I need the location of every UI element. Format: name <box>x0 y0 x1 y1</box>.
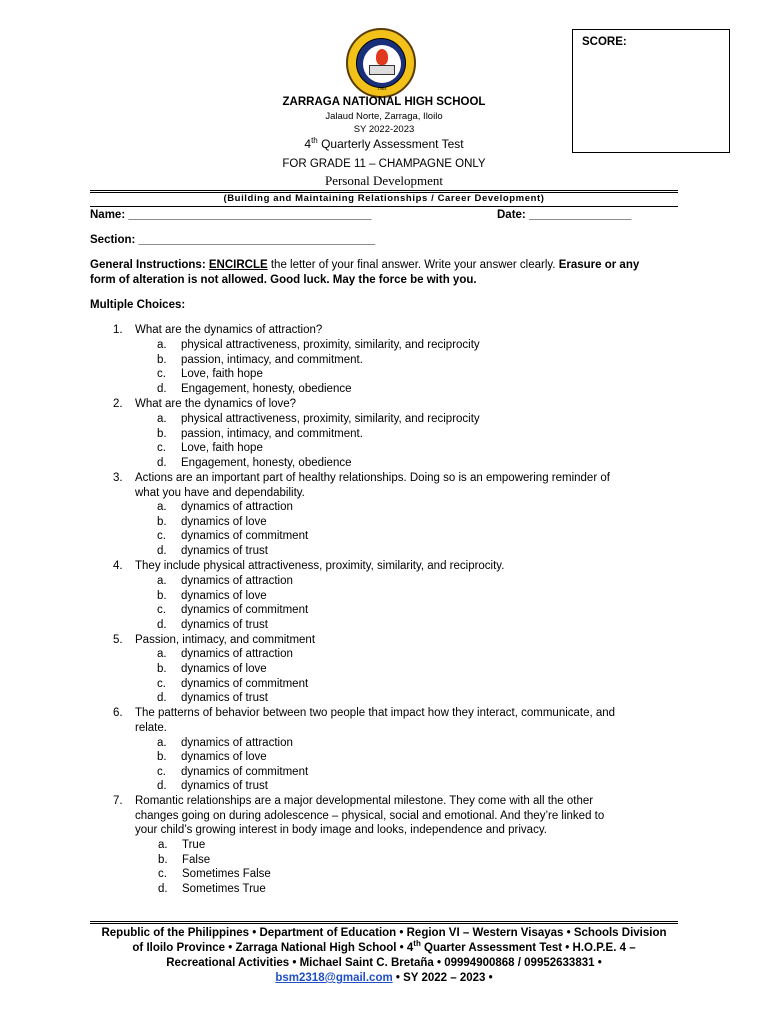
question-7: 7. Romantic relationships are a major developmental milestone. They come with all the other changes going on during adolescence – physical, social and emotional. And they’re linked to your child’s growing interest in body image and looks, independence and privacy. <box>113 795 605 837</box>
email-link[interactable]: bsm2318@gmail.com <box>275 972 393 984</box>
divider <box>90 190 678 191</box>
choice[interactable]: d. Sometimes True <box>158 883 266 895</box>
choice[interactable]: a. dynamics of attraction <box>157 575 293 587</box>
school-name: ZARRAGA NATIONAL HIGH SCHOOL <box>282 96 486 108</box>
test-title: 4th Quarterly Assessment Test <box>304 136 464 151</box>
date-field[interactable]: Date: ________________ <box>497 209 632 221</box>
footer-line-4: bsm2318@gmail.com • SY 2022 – 2023 • <box>275 972 493 984</box>
instructions-line-2: form of alteration is not allowed. Good luck. May the force be with you. <box>90 274 477 286</box>
choice[interactable]: a. physical attractiveness, proximity, similarity, and reciprocity <box>157 339 480 351</box>
footer <box>90 926 678 986</box>
choice[interactable]: b. dynamics of love <box>157 663 267 675</box>
divider <box>90 206 678 207</box>
footer-divider <box>90 921 678 922</box>
score-label: SCORE: <box>582 36 627 48</box>
choice[interactable]: b. passion, intimacy, and commitment. <box>157 354 363 366</box>
section-field[interactable]: Section: _____________________________________ <box>90 234 376 246</box>
instructions: General Instructions: ENCIRCLE the letter of your final answer. Write your answer clearly. Erasure or any <box>90 259 640 271</box>
choice[interactable]: c. dynamics of commitment <box>157 678 309 690</box>
choice[interactable]: c. Love, faith hope <box>157 368 263 380</box>
choice[interactable]: a. dynamics of attraction <box>157 501 293 513</box>
school-seal-logo <box>346 28 416 98</box>
section-title: Multiple Choices: <box>90 299 186 311</box>
subject-title: Personal Development <box>324 173 444 188</box>
choice[interactable]: c. dynamics of commitment <box>157 766 309 778</box>
footer-line-3: Recreational Activities • Michael Saint C. Bretaña • 09994900868 / 09952633831 • <box>166 957 602 969</box>
question-4: 4. They include physical attractiveness, proximity, similarity, and reciprocity. <box>113 560 505 572</box>
name-field[interactable]: Name: ______________________________________ <box>90 209 372 221</box>
choice[interactable]: d. Engagement, honesty, obedience <box>157 383 352 395</box>
question-3: 3. Actions are an important part of healthy relationships. Doing so is an empowering reminder of what you have and dependability. <box>113 472 610 499</box>
footer-line-1: Republic of the Philippines • Department of Education • Region VI – Western Visayas • Schools Division <box>101 927 667 939</box>
footer-line-2: of Iloilo Province • Zarraga National High School • 4th Quarter Assessment Test • H.O.P.E. 4 – <box>132 939 636 954</box>
choice[interactable]: b. False <box>158 854 211 866</box>
school-address: Jalaud Norte, Zarraga, Iloilo <box>325 111 443 122</box>
topic-line: (Building and Maintaining Relationships / Career Development) <box>223 193 545 204</box>
school-year: SY 2022-2023 <box>353 124 415 135</box>
choice[interactable]: d. Engagement, honesty, obedience <box>157 457 352 469</box>
choice[interactable]: a. dynamics of attraction <box>157 737 293 749</box>
grade-section: FOR GRADE 11 – CHAMPAGNE ONLY <box>282 158 486 170</box>
choice[interactable]: d. dynamics of trust <box>157 619 268 631</box>
choice[interactable]: a. dynamics of attraction <box>157 648 293 660</box>
question-2: 2. What are the dynamics of love? <box>113 398 297 410</box>
choice[interactable]: d. dynamics of trust <box>157 692 268 704</box>
choice[interactable]: d. dynamics of trust <box>157 545 268 557</box>
question-5: 5. Passion, intimacy, and commitment <box>113 634 316 646</box>
choice[interactable]: b. dynamics of love <box>157 590 267 602</box>
footer-divider <box>90 923 678 924</box>
choice[interactable]: c. dynamics of commitment <box>157 530 309 542</box>
question-1: 1. What are the dynamics of attraction? <box>113 324 323 336</box>
seal-year: 1964 <box>377 86 387 91</box>
choice[interactable]: a. physical attractiveness, proximity, similarity, and reciprocity <box>157 413 480 425</box>
choice[interactable]: b. dynamics of love <box>157 751 267 763</box>
choice[interactable]: c. dynamics of commitment <box>157 604 309 616</box>
choice[interactable]: c. Love, faith hope <box>157 442 263 454</box>
choice[interactable]: a. True <box>158 839 206 851</box>
choice[interactable]: c. Sometimes False <box>158 868 271 880</box>
choice[interactable]: d. dynamics of trust <box>157 780 268 792</box>
choice[interactable]: b. passion, intimacy, and commitment. <box>157 428 363 440</box>
choice[interactable]: b. dynamics of love <box>157 516 267 528</box>
question-6: 6. The patterns of behavior between two people that impact how they interact, communicate, and relate. <box>113 707 616 734</box>
